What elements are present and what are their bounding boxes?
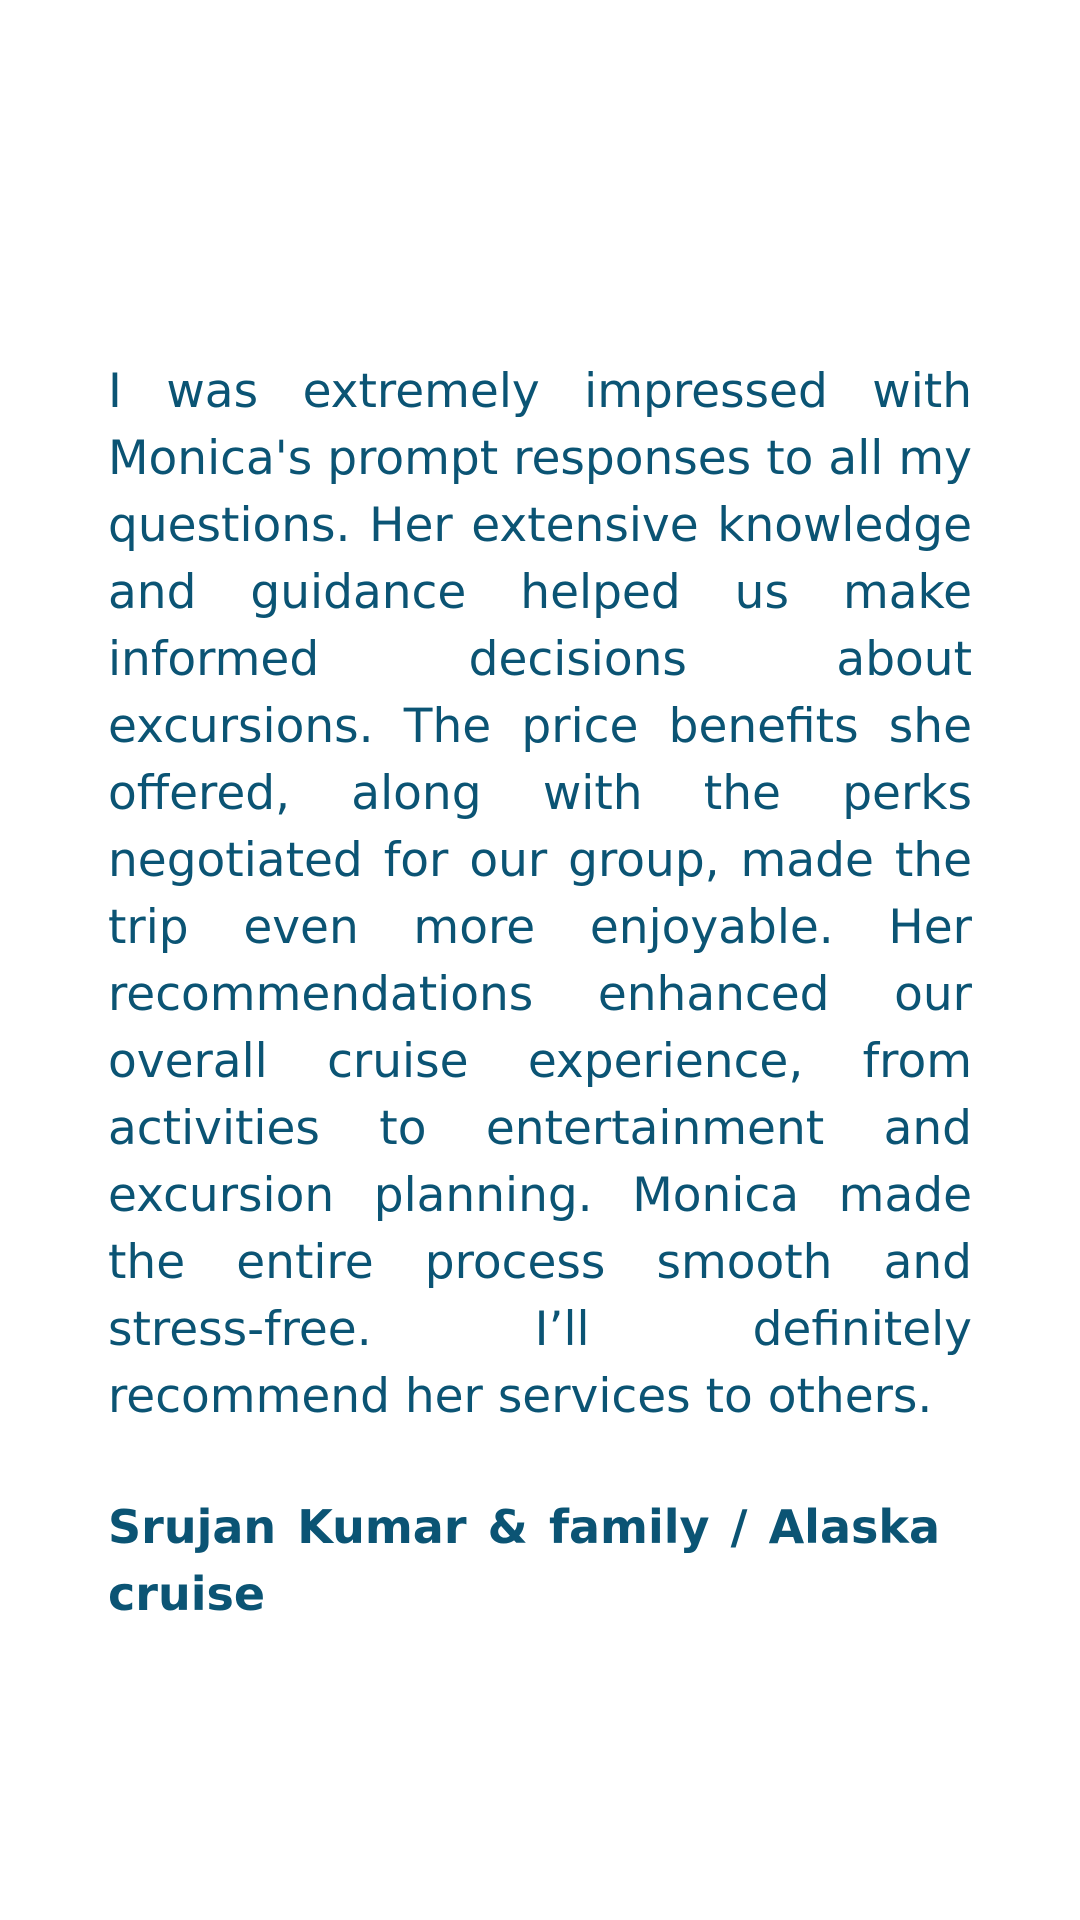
testimonial-attribution: Srujan Kumar & family / Alaska cruise [108, 1500, 940, 1621]
testimonial-quote: I was extremely impressed with Monica's prompt responses to all my questions. Her extensive knowledge and guidance helped us make informed decisions about excursions. The price benefits she offered, along with the perks negotiated for our group, made the trip even more enjoyable. Her recommendations enhanced our overall cruise experience, from activities to entertainment and excursion planning. Monica made the entire process smooth and stress-free. I’ll definitely recommend her services to others. [108, 364, 972, 1424]
